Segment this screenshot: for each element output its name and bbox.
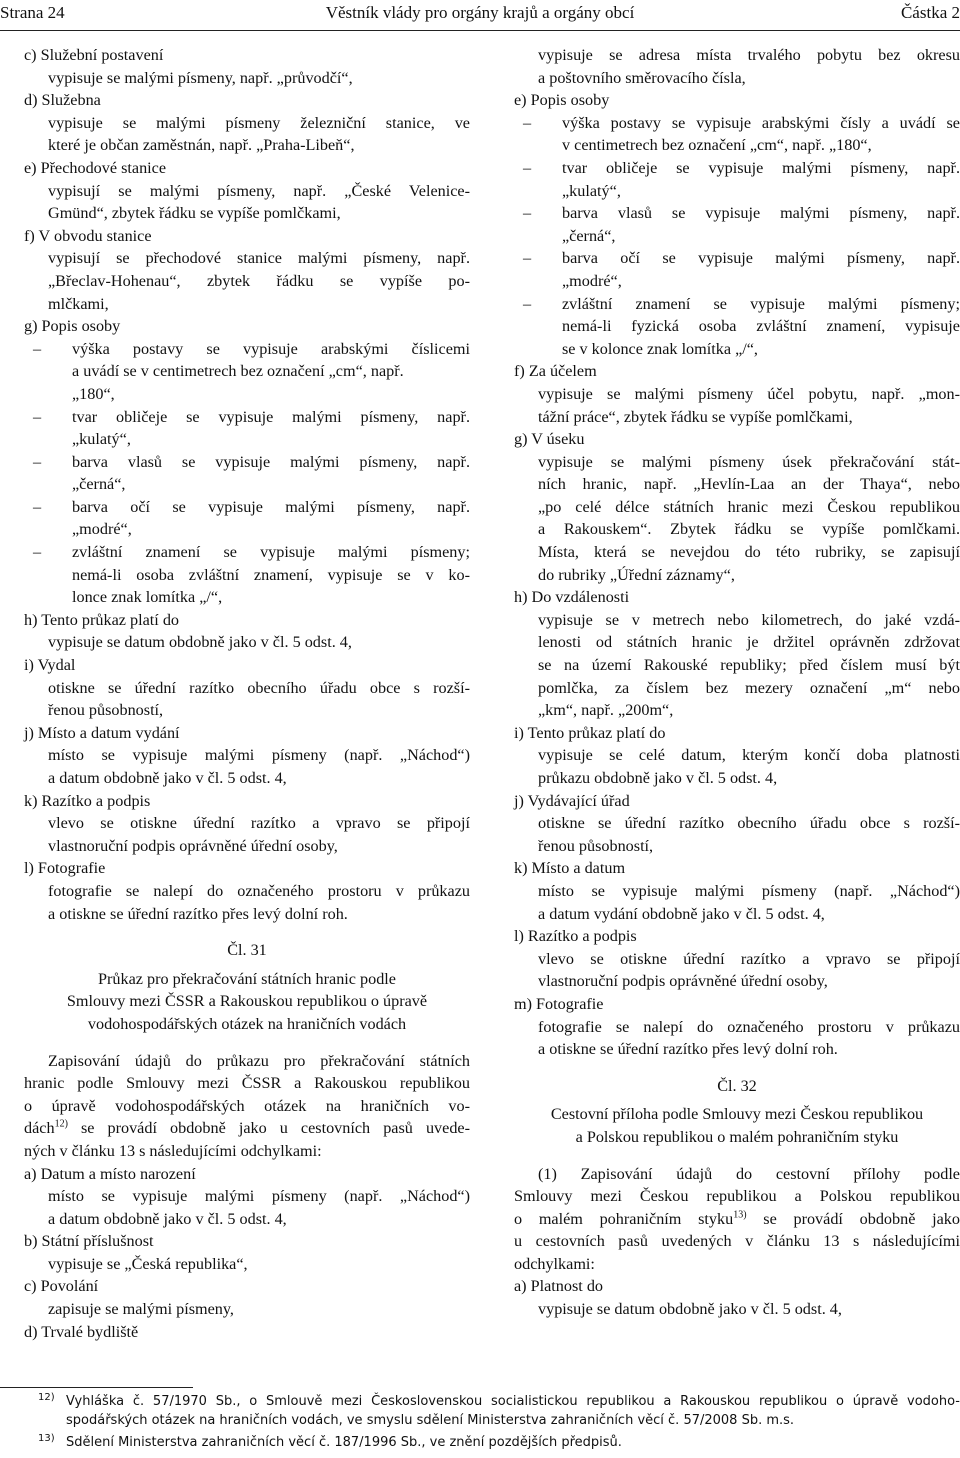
item-heading <box>24 157 470 180</box>
text-line <box>24 812 470 835</box>
line-text: a uvádí se v centimetrech bez označení „cm“, např. <box>72 362 404 381</box>
line-text: e) Popis osoby <box>514 91 610 110</box>
text-line <box>514 948 960 971</box>
text-line <box>514 541 960 564</box>
line-text: Zapisování údajů do průkazu pro překračování státních <box>48 1051 470 1070</box>
line-text: h) Tento průkaz platí do <box>24 610 180 629</box>
line-text: „modré“, <box>72 520 132 539</box>
line-text: pomlčka, za číslem bez mezery označení „m“ nebo <box>538 678 960 697</box>
line-text: vypisuje se malými písmeny, např. „průvodčí“, <box>48 68 353 87</box>
line-text: „černá“, <box>562 226 616 245</box>
paragraph-line <box>514 1208 960 1231</box>
line-text: hranic podle Smlouvy mezi ČSSR a Rakouskou republikou <box>24 1074 470 1093</box>
dash-bullet: – <box>523 204 532 223</box>
text-segment: dách <box>24 1119 55 1138</box>
line-text: se v kolonce znak lomítka „/“, <box>562 339 758 358</box>
bullet-line <box>514 247 960 270</box>
line-text: „km“, např. „200m“, <box>538 701 674 720</box>
left-column <box>24 44 470 1343</box>
item-heading <box>514 722 960 745</box>
line-text: a) Platnost do <box>514 1277 604 1296</box>
text-line <box>24 699 470 722</box>
line-text: do rubriky „Úřední záznamy“, <box>538 565 735 584</box>
line-text: m) Fotografie <box>514 994 604 1013</box>
line-text: fotografie se nalepí do označeného prostoru v průkazu <box>538 1017 960 1036</box>
bullet-line <box>24 406 470 429</box>
line-text: g) Popis osoby <box>24 317 121 336</box>
text-line <box>24 1298 470 1321</box>
footnote-ref: 12) <box>54 1118 68 1130</box>
footnote <box>24 1392 960 1430</box>
line-text: j) Místo a datum vydání <box>24 723 180 742</box>
bullet-line <box>514 202 960 225</box>
item-heading <box>24 857 470 880</box>
line-text: vypisuje se datum obdobně jako v čl. 5 odst. 4, <box>48 633 352 652</box>
line-text: o úpravě vodohospodářských otázek na hraničních vo- <box>24 1096 470 1115</box>
line-text: j) Vydávající úřad <box>514 791 630 810</box>
item-heading <box>514 790 960 813</box>
text-line <box>514 180 960 203</box>
bullet-line <box>24 541 470 564</box>
dash-bullet: – <box>33 407 42 426</box>
line-text: ních hranic, např. „Hevlín-Laa an der Thaya“, nebo <box>538 475 960 494</box>
line-text: k) Razítko a podpis <box>24 791 151 810</box>
text-line <box>24 270 470 293</box>
paragraph-line <box>514 1185 960 1208</box>
text-line <box>514 225 960 248</box>
dash-bullet: – <box>33 452 42 471</box>
text-line <box>24 518 470 541</box>
line-text: „kulatý“, <box>562 181 621 200</box>
text-line <box>24 564 470 587</box>
line-text: (1) Zapisování údajů do cestovní přílohy podle <box>538 1164 960 1183</box>
text-line <box>514 270 960 293</box>
line-text: a poštovního směrovacího čísla, <box>538 68 746 87</box>
text-segment: se provádí obdobně jako u cestovních pasů uvede- <box>67 1119 470 1138</box>
text-line <box>514 677 960 700</box>
bullet-text: výška postavy se vypisuje arabskými číslicemi <box>72 339 470 358</box>
text-line <box>514 812 960 835</box>
line-text: vypisuje se malými písmeny úsek překračování stát- <box>538 452 960 471</box>
dash-bullet: – <box>33 543 42 562</box>
dash-bullet: – <box>523 249 532 268</box>
line-text: Smlouvy mezi Českou republikou a Polskou republikou <box>514 1187 960 1206</box>
footnote <box>24 1433 960 1452</box>
text-line <box>24 360 470 383</box>
page-number: Strana 24 <box>0 3 65 22</box>
line-text: f) V obvodu stanice <box>24 226 152 245</box>
line-text: vypisuje se adresa místa trvalého pobytu bez okresu <box>538 46 960 64</box>
item-heading <box>24 790 470 813</box>
line-text: fotografie se nalepí do označeného prostoru v průkazu <box>48 881 470 900</box>
text-line <box>514 564 960 587</box>
article-heading <box>24 939 470 962</box>
text-line <box>24 631 470 654</box>
journal-title: Věstník vlády pro orgány krajů a orgány obcí <box>325 3 635 22</box>
paragraph-line <box>24 1117 470 1140</box>
line-text: d) Služebna <box>24 91 101 110</box>
line-text: b) Státní příslušnost <box>24 1232 154 1251</box>
text-line <box>514 1298 960 1321</box>
article-heading <box>514 1126 960 1149</box>
line-text: tážní práce“, zbytek řádku se vypíše pomlčkami, <box>538 407 853 426</box>
line-text: vypisují se přechodové stanice malými písmeny, např. <box>48 249 470 268</box>
item-heading <box>24 654 470 677</box>
paragraph-line <box>24 1050 470 1073</box>
bullet-text: barva vlasů se vypisuje malými písmeny, např. <box>562 204 960 223</box>
bullet-text: barva očí se vypisuje malými písmeny, např. <box>72 497 470 516</box>
bullet-text: výška postavy se vypisuje arabskými čísly a uvádí se <box>562 113 960 132</box>
text-line <box>514 383 960 406</box>
text-line <box>24 744 470 767</box>
article-heading <box>24 990 470 1013</box>
line-text: h) Do vzdálenosti <box>514 588 630 607</box>
footnote-divider <box>0 1387 193 1388</box>
text-line <box>514 451 960 474</box>
line-text: l) Fotografie <box>24 859 106 878</box>
text-line <box>24 1185 470 1208</box>
line-text: Průkaz pro překračování státních hranic podle <box>97 969 396 988</box>
paragraph-line <box>24 1095 470 1118</box>
text-line <box>24 677 470 700</box>
text-line <box>514 134 960 157</box>
footnote-ref: 13) <box>733 1209 747 1221</box>
text-line <box>514 1016 960 1039</box>
header-divider <box>0 30 960 31</box>
text-line <box>514 970 960 993</box>
text-line <box>24 767 470 790</box>
line-text: a Polskou republikou o malém pohraničním styku <box>575 1127 899 1146</box>
line-text: „modré“, <box>562 271 622 290</box>
line-text: vodohospodářských otázek na hraničních vodách <box>87 1014 407 1033</box>
line-text: řenou působností, <box>48 701 164 720</box>
line-text: vypisuje se „Česká republika“, <box>48 1254 248 1273</box>
article-heading <box>24 968 470 991</box>
text-line <box>24 880 470 903</box>
paragraph-line <box>514 1253 960 1276</box>
line-text: Cestovní příloha podle Smlouvy mezi Českou republikou <box>550 1105 924 1124</box>
line-text: průkazu obdobně jako v čl. 5 odst. 4, <box>538 769 778 787</box>
line-text: „180“, <box>72 384 115 403</box>
line-text: odchylkami: <box>514 1254 595 1273</box>
text-line <box>24 586 470 609</box>
footnote-text: Vyhláška č. 57/1970 Sb., o Smlouvě mezi Československou socialistickou republikou a Rakouskou republikou o úpravě vodoho- <box>66 1394 960 1409</box>
item-heading <box>514 89 960 112</box>
line-text: zapisuje se malými písmeny, <box>48 1300 234 1319</box>
line-text: a otiskne se úřední razítko přes levý dolní roh. <box>48 904 348 923</box>
spacer <box>24 925 470 939</box>
text-line <box>24 428 470 451</box>
line-text: místo se vypisuje malými písmeny (např. „Náchod“) <box>538 881 960 900</box>
text-segment: o malém pohraničním styku <box>514 1209 734 1228</box>
issue-number: Částka 2 <box>900 3 960 22</box>
line-text: které je občan zaměstnán, např. „Praha-Libeň“, <box>48 136 355 155</box>
line-text: Smlouvy mezi ČSSR a Rakouskou republikou o úpravě <box>66 992 428 1011</box>
dash-bullet: – <box>33 339 42 358</box>
spacer <box>514 1061 960 1075</box>
footnote-text: Sdělení Ministerstva zahraničních věcí č. 187/1996 Sb., ve znění pozdějších předpisů. <box>66 1435 622 1450</box>
footnotes <box>24 1392 960 1452</box>
text-line <box>514 699 960 722</box>
line-text: vypisuje se malými písmeny železniční stanice, ve <box>48 113 470 132</box>
line-text: a Rakouskem“. Zbytek řádku se vypíše pomlčkami. <box>538 520 960 539</box>
text-line <box>24 383 470 406</box>
item-heading <box>514 925 960 948</box>
text-line <box>514 338 960 361</box>
line-text: otiskne se úřední razítko obecního úřadu obce s rozší- <box>538 814 960 833</box>
text-line <box>514 835 960 858</box>
item-heading <box>24 225 470 248</box>
text-line <box>24 1208 470 1231</box>
text-line <box>514 67 960 90</box>
text-line <box>24 903 470 926</box>
line-text: vlastnoruční podpis oprávněné úřední osoby, <box>48 836 338 855</box>
line-text: místo se vypisuje malými písmeny (např. „Náchod“) <box>48 1187 470 1206</box>
line-text: a datum obdobně jako v čl. 5 odst. 4, <box>48 769 287 787</box>
text-line <box>514 903 960 926</box>
item-heading <box>514 993 960 1016</box>
text-line <box>24 202 470 225</box>
bullet-text: barva očí se vypisuje malými písmeny, např. <box>562 249 960 268</box>
line-text: u cestovních pasů uvedených v článku 13 s následujícími <box>514 1232 960 1251</box>
right-column <box>514 44 960 1321</box>
line-text: „kulatý“, <box>72 430 131 449</box>
line-text: Čl. 31 <box>227 941 267 960</box>
bullet-line <box>24 496 470 519</box>
text-line <box>24 293 470 316</box>
line-text: c) Služební postavení <box>24 46 164 64</box>
item-heading <box>24 44 470 67</box>
line-text: f) Za účelem <box>514 362 597 381</box>
text-segment: se provádí obdobně jako <box>746 1209 960 1228</box>
line-text: Místa, která se nevejdou do této rubriky, se zapisují <box>538 543 960 562</box>
line-text: vlevo se otiskne úřední razítko a vpravo se připojí <box>48 814 470 833</box>
line-text: „černá“, <box>72 475 126 494</box>
footnote-number: 13) <box>38 1433 55 1444</box>
bullet-text: tvar obličeje se vypisuje malými písmeny, např. <box>562 158 960 177</box>
line-text: Gmünd“, zbytek řádku se vypíše pomlčkami, <box>48 204 341 223</box>
text-line <box>514 609 960 632</box>
text-line <box>24 180 470 203</box>
text-line <box>24 1253 470 1276</box>
line-text: se na území Rakouské republiky; před číslem musí být <box>538 656 960 675</box>
line-text: řenou působností, <box>538 836 654 855</box>
line-text: nemá-li osoba zvláštní znamení, vypisuje se v ko- <box>72 565 470 584</box>
text-line <box>514 1038 960 1061</box>
item-heading <box>24 1163 470 1186</box>
dash-bullet: – <box>523 113 532 132</box>
line-text: vypisuje se v metrech nebo kilometrech, do jaké vzdá- <box>538 610 960 629</box>
line-text: „Břeclav-Hohenau“, zbytek řádku se vypíše po- <box>48 271 470 290</box>
footnote-text: spodářských otázek na hraničních vodách, ve smyslu sdělení Ministerstva zahraničních věcí č. 57/2008 Sb. m.s. <box>66 1413 795 1428</box>
bullet-line <box>514 157 960 180</box>
line-text: vypisují se malými písmeny, např. „České Velenice- <box>48 181 470 200</box>
text-line <box>514 744 960 767</box>
line-text: a datum vydání obdobně jako v čl. 5 odst. 4, <box>538 904 825 923</box>
text-line <box>514 473 960 496</box>
footnote-number: 12) <box>38 1392 55 1403</box>
bullet-line <box>514 293 960 316</box>
paragraph-line <box>24 1072 470 1095</box>
bullet-text: barva vlasů se vypisuje malými písmeny, např. <box>72 452 470 471</box>
bullet-line <box>24 451 470 474</box>
item-heading <box>24 89 470 112</box>
line-text: l) Razítko a podpis <box>514 927 637 946</box>
bullet-line <box>514 112 960 135</box>
bullet-text: zvláštní znamení se vypisuje malými písmeny; <box>72 543 470 562</box>
line-text: vlastnoruční podpis oprávněné úřední osoby, <box>538 972 828 991</box>
line-text: a datum obdobně jako v čl. 5 odst. 4, <box>48 1209 287 1228</box>
page-header <box>0 0 960 30</box>
text-line <box>514 315 960 338</box>
line-text: nemá-li fyzická osoba zvláštní znamení, vypisuje <box>562 317 960 336</box>
text-line <box>24 134 470 157</box>
line-text: a) Datum a místo narození <box>24 1164 196 1183</box>
bullet-line <box>24 338 470 361</box>
line-text: otiskne se úřední razítko obecního úřadu obce s rozší- <box>48 678 470 697</box>
line-text: vypisuje se celé datum, kterým končí doba platnosti <box>538 746 960 765</box>
text-line <box>514 654 960 677</box>
text-line <box>24 473 470 496</box>
text-line <box>24 67 470 90</box>
line-text: mlčkami, <box>48 294 109 313</box>
line-text: Čl. 32 <box>717 1076 757 1095</box>
line-text: vlevo se otiskne úřední razítko a vpravo se připojí <box>538 949 960 968</box>
text-line <box>514 631 960 654</box>
line-text: vypisuje se datum obdobně jako v čl. 5 odst. 4, <box>538 1300 842 1319</box>
text-line <box>514 406 960 429</box>
spacer <box>24 1036 470 1050</box>
line-text: místo se vypisuje malými písmeny (např. „Náchod“) <box>48 746 470 765</box>
paragraph-line <box>514 1230 960 1253</box>
text-line <box>514 496 960 519</box>
line-text: vypisuje se malými písmeny účel pobytu, např. „mon- <box>538 384 960 403</box>
item-heading <box>24 722 470 745</box>
line-text: k) Místo a datum <box>514 859 626 878</box>
item-heading <box>24 1275 470 1298</box>
line-text: ných v článku 13 s následujícími odchylkami: <box>24 1141 322 1160</box>
line-text: v centimetrech bez označení „cm“, např. „180“, <box>562 136 872 155</box>
dash-bullet: – <box>523 158 532 177</box>
item-heading <box>24 1230 470 1253</box>
item-heading <box>514 428 960 451</box>
text-line <box>514 767 960 790</box>
text-line <box>24 112 470 135</box>
article-heading <box>24 1013 470 1036</box>
text-line <box>24 835 470 858</box>
line-text: „po celé délce státních hranic mezi Českou republikou <box>538 497 960 516</box>
line-text: c) Povolání <box>24 1277 99 1296</box>
item-heading <box>24 609 470 632</box>
line-text: a otiskne se úřední razítko přes levý dolní roh. <box>538 1040 838 1059</box>
line-text: e) Přechodové stanice <box>24 158 167 177</box>
paragraph-line <box>24 1140 470 1163</box>
text-line <box>514 518 960 541</box>
line-text: i) Vydal <box>24 656 76 675</box>
line-text: i) Tento průkaz platí do <box>514 723 666 742</box>
item-heading <box>24 1321 470 1344</box>
bullet-text: zvláštní znamení se vypisuje malými písmeny; <box>562 294 960 313</box>
item-heading <box>514 857 960 880</box>
article-heading <box>514 1103 960 1126</box>
text-line <box>514 880 960 903</box>
paragraph-line <box>514 1163 960 1186</box>
line-text: g) V úseku <box>514 430 585 449</box>
dash-bullet: – <box>523 294 532 313</box>
text-line <box>24 247 470 270</box>
line-text: d) Trvalé bydliště <box>24 1322 139 1341</box>
item-heading <box>24 315 470 338</box>
bullet-text: tvar obličeje se vypisuje malými písmeny, např. <box>72 407 470 426</box>
item-heading <box>514 586 960 609</box>
item-heading <box>514 360 960 383</box>
item-heading <box>514 1275 960 1298</box>
line-text: lenosti od státních hranic je držitel oprávněn zdržovat <box>538 633 960 652</box>
article-heading <box>514 1075 960 1098</box>
spacer <box>514 1149 960 1163</box>
line-text: lonce znak lomítka „/“, <box>72 588 223 607</box>
dash-bullet: – <box>33 497 42 516</box>
text-line <box>514 44 960 67</box>
